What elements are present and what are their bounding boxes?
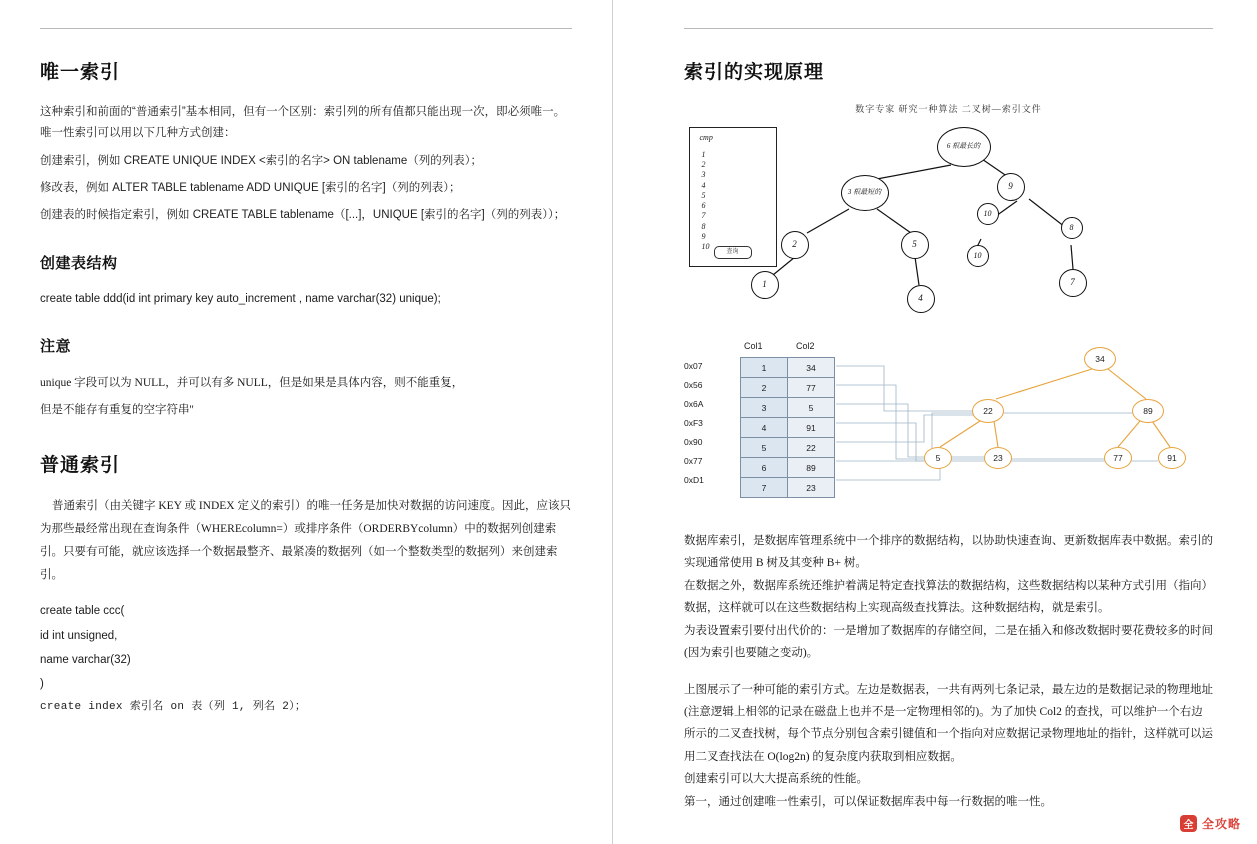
btree-leaf: 5 bbox=[924, 447, 952, 469]
tree-node: 2 bbox=[781, 231, 809, 259]
figure-caption: 数字专家 研究一种算法 二叉树—索引文件 bbox=[855, 104, 1042, 114]
code-create-table-ccc-3: name varchar(32) bbox=[40, 653, 131, 666]
legend-item: 6 bbox=[701, 201, 706, 211]
legend-item: 8 bbox=[701, 221, 706, 231]
paragraph-index-structure: 在数据之外，数据库系统还维护着满足特定查找算法的数据结构，这些数据结构以某种方式引用（指向）数据，这样就可以在这些数据结构上实现高级查找算法。这种数据结构，就是索引。 bbox=[684, 579, 1213, 615]
tree-node: 10 bbox=[977, 203, 999, 225]
legend-query-button[interactable]: 查询 bbox=[714, 246, 752, 259]
legend-head: cmp bbox=[699, 133, 713, 142]
heading-unique-index: 唯一索引 bbox=[40, 62, 121, 83]
heading-note: 注意 bbox=[40, 338, 72, 356]
legend-item: 2 bbox=[701, 160, 706, 170]
heading-normal-index: 普通索引 bbox=[40, 455, 121, 477]
code-create-table-ccc-4: ) bbox=[40, 677, 44, 690]
cell-col1: 6 bbox=[741, 458, 788, 478]
code-create-table-ccc-2: id int unsigned, bbox=[40, 629, 118, 642]
tree-node: 4 bbox=[907, 285, 935, 313]
cell-col2: 89 bbox=[788, 458, 835, 478]
left-page bbox=[0, 0, 613, 844]
address-cell: 0x07 bbox=[684, 361, 703, 371]
code-create-index: create index 索引名 on 表（列 1, 列名 2）； bbox=[40, 700, 307, 713]
tree-node: 8 bbox=[1061, 217, 1083, 239]
cell-col1: 5 bbox=[741, 438, 788, 458]
tree-node: 5 bbox=[901, 231, 929, 259]
paragraph-index-cost: 为表设置索引要付出代价的：一是增加了数据库的存储空间，二是在插入和修改数据时要花费较多的时间(因为索引也要随之变动)。 bbox=[684, 624, 1213, 660]
address-cell: 0xD1 bbox=[684, 475, 704, 485]
cell-col2: 91 bbox=[788, 418, 835, 438]
btree-node-root: 34 bbox=[1084, 347, 1116, 371]
heading-index-principle: 索引的实现原理 bbox=[684, 62, 825, 83]
cell-col1: 2 bbox=[741, 378, 788, 398]
cell-col2: 77 bbox=[788, 378, 835, 398]
tree-node: 9 bbox=[997, 173, 1025, 201]
legend-item: 3 bbox=[701, 170, 706, 180]
paragraph-unique-index-3: 修改表，例如 ALTER TABLE tablename ADD UNIQUE [索引的名字]（列的列表）； bbox=[40, 181, 461, 194]
watermark-text: 全攻略 bbox=[1201, 817, 1241, 831]
tree-node: 1 bbox=[751, 271, 779, 299]
legend-item: 5 bbox=[701, 190, 706, 200]
address-cell: 0x90 bbox=[684, 437, 703, 447]
address-cell: 0x77 bbox=[684, 456, 703, 466]
cell-col2: 22 bbox=[788, 438, 835, 458]
legend-item: 10 bbox=[701, 242, 710, 252]
legend-item: 9 bbox=[701, 231, 706, 241]
heading-create-table-structure: 创建表结构 bbox=[40, 255, 118, 273]
cell-col2: 23 bbox=[788, 478, 835, 498]
tree-node-root: 6 根最长的 bbox=[937, 127, 991, 167]
paragraph-unique-index-4: 创建表的时候指定索引，例如 CREATE TABLE tablename（[...]，UNIQUE [索引的名字]（列的列表））； bbox=[40, 209, 566, 222]
code-create-table-ccc-1: create table ccc( bbox=[40, 605, 125, 618]
column-header-col2: Col2 bbox=[796, 341, 815, 351]
paragraph-db-index-definition: 数据库索引，是数据库管理系统中一个排序的数据结构，以协助快速查询、更新数据库表中数据。索引的实现通常使用 B 树及其变种 B+ 树。 bbox=[684, 535, 1213, 570]
cell-col2: 5 bbox=[788, 398, 835, 418]
cell-col1: 4 bbox=[741, 418, 788, 438]
btree-leaf: 23 bbox=[984, 447, 1012, 469]
paragraph-normal-index: 普通索引（由关键字 KEY 或 INDEX 定义的索引）的唯一任务是加快对数据的访问速度。因此，应该只为那些最经常出现在查询条件（WHEREcolumn=）或排序条件（ORDERBYcolumn）中的数据列创建索引。只要有可能，就应该选择一个数据最整齐、最紧凑的数据列（如一个整数类型的数据列）来创建索引。 bbox=[40, 500, 571, 582]
paragraph-index-benefit: 创建索引可以大大提高系统的性能。 bbox=[684, 773, 868, 786]
binary-tree-figure bbox=[689, 121, 1209, 331]
code-create-table-ddd: create table ddd(id int primary key auto_increment , name varchar(32) unique); bbox=[40, 293, 441, 306]
btree-node: 89 bbox=[1132, 399, 1164, 423]
index-structure-figure bbox=[684, 341, 1224, 526]
top-divider bbox=[40, 28, 572, 29]
left-page-content bbox=[0, 28, 612, 717]
legend-item: 7 bbox=[701, 211, 706, 221]
right-page bbox=[614, 0, 1257, 844]
right-page-content bbox=[614, 28, 1257, 813]
legend-item: 4 bbox=[701, 180, 706, 190]
cell-col1: 7 bbox=[741, 478, 788, 498]
cell-col1: 1 bbox=[741, 358, 788, 378]
note-line-1: unique 字段可以为 NULL，并可以有多 NULL，但是如果是具体内容，则不能重复， bbox=[40, 377, 464, 390]
tree-node: 3 根最短的 bbox=[841, 175, 889, 211]
column-header-col1: Col1 bbox=[744, 341, 763, 351]
legend-item: 1 bbox=[701, 150, 706, 159]
btree-leaf: 77 bbox=[1104, 447, 1132, 469]
tree-node: 10 bbox=[967, 245, 989, 267]
paragraph-unique-index-2: 创建索引，例如 CREATE UNIQUE INDEX <索引的名字> ON tablename（列的列表）； bbox=[40, 154, 482, 167]
paragraph-index-benefit-first: 第一，通过创建唯一性索引，可以保证数据库表中每一行数据的唯一性。 bbox=[684, 795, 1052, 808]
address-cell: 0x6A bbox=[684, 399, 704, 409]
spacer bbox=[684, 665, 1213, 679]
right-top-divider bbox=[684, 28, 1213, 29]
btree-edges bbox=[684, 341, 1224, 526]
tree-node: 7 bbox=[1059, 269, 1087, 297]
cell-col2: 34 bbox=[788, 358, 835, 378]
cell-col1: 3 bbox=[741, 398, 788, 418]
paragraph-unique-index-1: 这种索引和前面的“普通索引”基本相同，但有一个区别：索引列的所有值都只能出现一次，即必须唯一。唯一性索引可以用以下几种方式创建： bbox=[40, 106, 566, 140]
btree-node: 22 bbox=[972, 399, 1004, 423]
btree-leaf: 91 bbox=[1158, 447, 1186, 469]
address-cell: 0xF3 bbox=[684, 418, 703, 428]
watermark bbox=[1180, 815, 1241, 832]
address-cell: 0x56 bbox=[684, 380, 703, 390]
paragraph-figure-explanation: 上图展示了一种可能的索引方式。左边是数据表，一共有两列七条记录，最左边的是数据记录的物理地址(注意逻辑上相邻的记录在磁盘上也并不是一定物理相邻的)。为了加快 Col2 的查找，可以维护一个右边所示的二叉查找树，每个节点分别包含索引键值和一个指向对应数据记录物理地址的指针，这样就可以运用二叉查找法在 O(log2n) 的复杂度内获取到相应数据。 bbox=[684, 683, 1213, 763]
note-line-2: 但是不能存有重复的空字符串'' bbox=[40, 404, 194, 417]
watermark-badge: 全 bbox=[1180, 815, 1197, 832]
